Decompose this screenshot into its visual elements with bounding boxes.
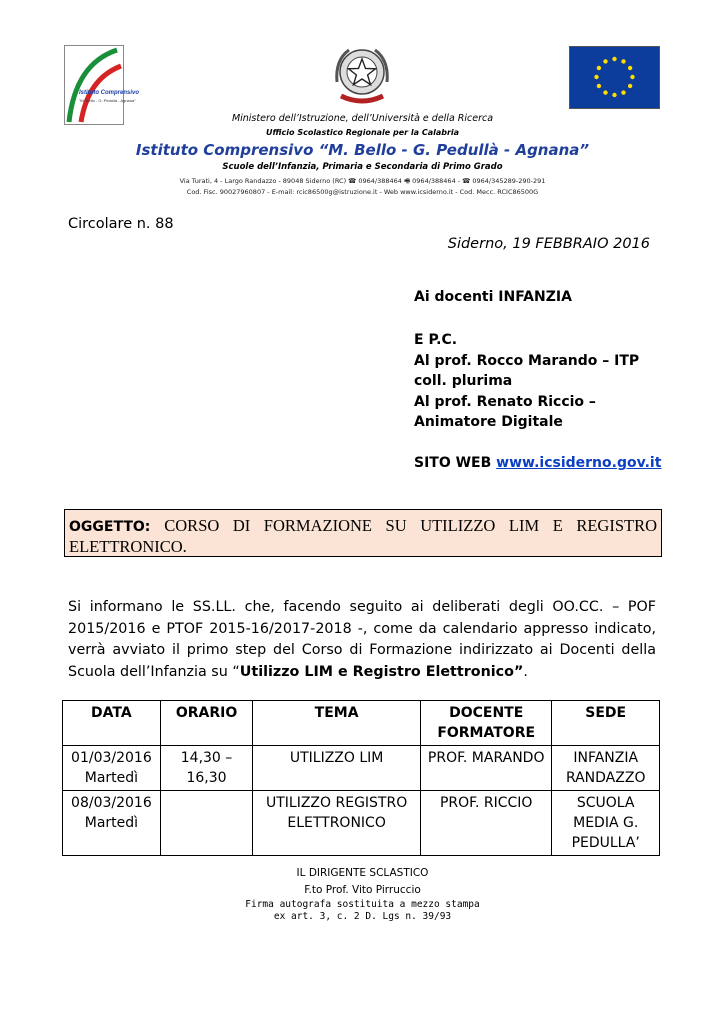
cell-tema: UTILIZZO LIM [253,746,421,791]
recipient-riccio: Al prof. Renato Riccio – Animatore Digitale [414,393,596,430]
header-docente: DOCENTE FORMATORE [420,701,551,746]
table-row [63,791,660,856]
star-emblem-icon [331,42,393,108]
body-paragraph [68,597,656,683]
recipients-cc [414,330,664,433]
cell-orario: 14,30 – 16,30 [160,746,252,791]
cell-orario [160,791,252,856]
signature-note-1: Firma autografa sostituita a mezzo stampa [245,899,480,910]
school-name: Istituto Comprensivo “M. Bello - G. Pedullà - Agnana” [135,141,590,159]
cell-data: 01/03/2016 Martedì [63,746,161,791]
subject-text-2: ELETTRONICO. [69,537,187,556]
table-header-row [63,701,660,746]
cell-data: 08/03/2016 Martedì [63,791,161,856]
cell-sede: INFANZIA RANDAZZO [552,746,660,791]
cell-docente: PROF. RICCIO [420,791,551,856]
website-link[interactable]: www.icsiderno.gov.it [496,455,662,471]
website-label: SITO WEB [414,455,492,471]
header-data: DATA [63,701,161,746]
paragraph-text: Si informano le SS.LL. che, facendo seguito ai deliberati degli OO.CC. – POF 2015/2016 e PTOF 2015-16/2017-2018 -, come da calendario appresso indicato, verrà avviato il primo step del Corso di Formazione indirizzato ai Docenti della Scuola dell’Infanzia su “ [68,599,656,680]
cc-label: E P.C. [414,332,458,348]
cell-docente: PROF. MARANDO [420,746,551,791]
regional-office-line: Ufficio Scolastico Regionale per la Calabria [265,128,460,137]
header-sede: SEDE [552,701,660,746]
school-levels: Scuole dell’Infanzia, Primaria e Secondaria di Primo Grado [222,162,503,172]
table-row [63,746,660,791]
signature-note-2: ex art. 3, c. 2 D. Lgs n. 39/93 [273,911,452,922]
place-date: Siderno, 19 FEBBRAIO 2016 [447,236,650,252]
school-codes: Cod. Fisc. 90027960807 - E-mail: rcic86500g@istruzione.it - Web www.icsiderno.it - Cod. Mecc. RCIC86500G [186,188,539,196]
subject-label: OGGETTO: [69,519,151,535]
subject-line-1 [69,516,657,536]
signature-name: F.to Prof. Vito Pirruccio [304,884,421,896]
ministry-line: Ministero dell’Istruzione, dell’Università e della Ricerca [231,113,494,124]
subject-text-1: CORSO DI FORMAZIONE SU UTILIZZO LIM E REGISTRO [164,516,657,535]
calendar-table [62,700,660,856]
signature-role: IL DIRIGENTE SCLASTICO [296,867,429,879]
header-orario: ORARIO [160,701,252,746]
cell-tema: UTILIZZO REGISTRO ELETTRONICO [253,791,421,856]
cell-sede: SCUOLA MEDIA G. PEDULLA’ [552,791,660,856]
paragraph-end: . [523,663,528,680]
header-tema: TEMA [253,701,421,746]
eu-stars-icon [570,47,659,108]
eu-flag [569,46,660,109]
recipient-marando: Al prof. Rocco Marando – ITP coll. plurima [414,352,640,389]
website-line [414,453,661,474]
paragraph-bold: Utilizzo LIM e Registro Elettronico” [239,663,524,680]
italian-republic-emblem [331,42,393,108]
school-logo-name: Istituto Comprensivo [79,90,140,96]
school-address: Via Turati, 4 - Largo Randazzo - 89048 Siderno (RC) ☎ 0964/388464 🖷 0964/388464 - ☎ 0964/345289-290-291 [179,177,546,185]
circular-number: Circolare n. 88 [68,216,174,232]
subject-box [64,509,662,557]
recipient-teachers: Ai docenti INFANZIA [414,289,572,305]
school-logo-subname: "M. Bello - G. Pedullà - Agnana" [79,98,136,103]
